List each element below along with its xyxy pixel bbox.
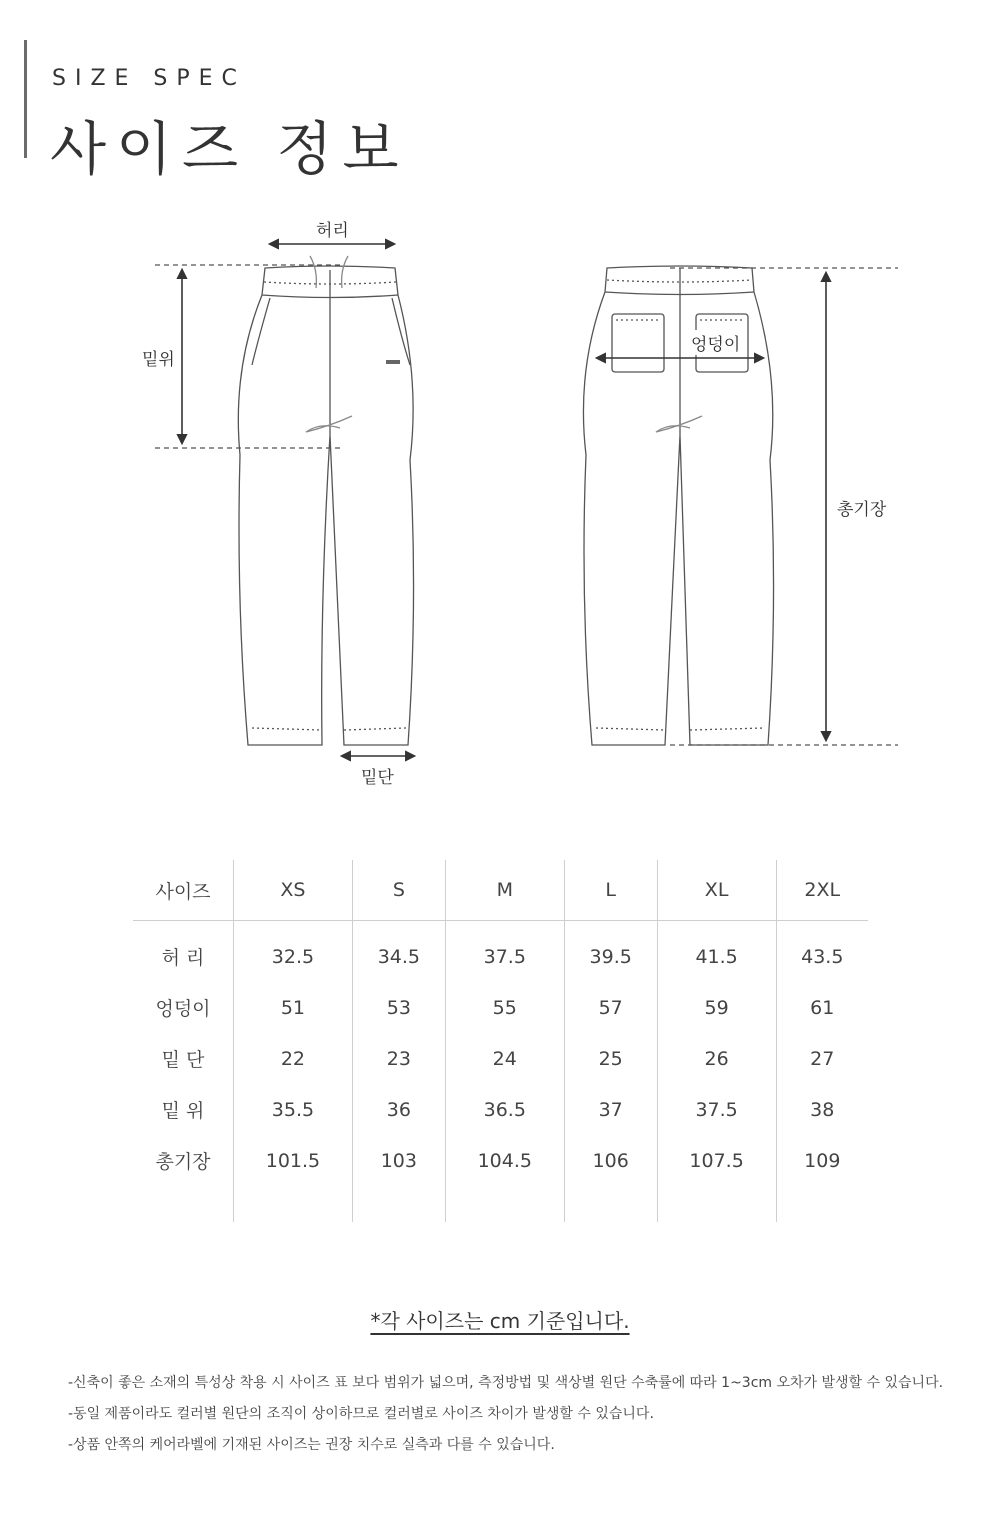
disclaimer-line: -상품 안쪽의 케어라벨에 기재된 사이즈는 권장 치수로 실측과 다를 수 있습니다. [68,1437,555,1453]
size-column-header: M [445,860,564,921]
table-cell: 57 [564,982,657,1033]
row-label: 총기장 [155,1151,211,1173]
table-row [133,921,868,983]
size-header-row [133,860,868,921]
waist-label: 허리 [316,221,349,241]
size-column-header: XL [657,860,776,921]
table-cell: 25 [564,1033,657,1084]
disclaimer-line: -신축이 좋은 소재의 특성상 착용 시 사이즈 표 보다 범위가 넓으며, 측정방법 및 색상별 원단 수축률에 따라 1~3cm 오차가 발생할 수 있습니다. [68,1375,944,1391]
row-label: 엉덩이 [155,998,211,1020]
table-cell: 27 [776,1033,868,1084]
table-cell: 35.5 [234,1084,353,1135]
back-pants-illustration [583,266,773,745]
table-row [133,1084,868,1135]
table-row [133,1135,868,1186]
size-table [133,860,868,1222]
table-cell: 24 [445,1033,564,1084]
table-cell: 39.5 [564,921,657,983]
table-row [133,982,868,1033]
table-cell: 32.5 [234,921,353,983]
table-cell: 53 [352,982,445,1033]
table-cell: 23 [352,1033,445,1084]
row-label: 밑 단 [161,1049,205,1071]
table-row [133,1033,868,1084]
table-cell: 103 [352,1135,445,1186]
length-label: 총기장 [837,500,887,520]
disclaimer-line: -동일 제품이라도 컬러별 원단의 조직이 상이하므로 컬러별로 사이즈 차이가 발생할 수 있습니다. [68,1406,654,1422]
table-cell: 101.5 [234,1135,353,1186]
rise-label: 밑위 [142,350,175,370]
size-corner-header: 사이즈 [133,860,234,921]
table-cell: 104.5 [445,1135,564,1186]
table-cell: 38 [776,1084,868,1135]
table-spacer-row [133,1186,868,1222]
size-column-header: L [564,860,657,921]
table-cell: 36.5 [445,1084,564,1135]
hem-label: 밑단 [361,768,394,788]
disclaimer-notes [68,1368,943,1461]
table-cell: 43.5 [776,921,868,983]
page-title: 사이즈 정보 [50,115,409,183]
table-cell: 55 [445,982,564,1033]
section-eyebrow: SIZE SPEC [52,66,246,91]
table-cell: 107.5 [657,1135,776,1186]
size-column-header: 2XL [776,860,868,921]
table-cell: 51 [234,982,353,1033]
row-label: 밑 위 [161,1100,205,1122]
table-cell: 36 [352,1084,445,1135]
table-cell: 61 [776,982,868,1033]
table-cell: 26 [657,1033,776,1084]
unit-note: *각 사이즈는 cm 기준입니다. [370,1309,630,1333]
table-cell: 106 [564,1135,657,1186]
header-accent-bar [24,40,27,158]
table-cell: 37.5 [657,1084,776,1135]
table-cell: 59 [657,982,776,1033]
row-label: 허 리 [161,947,205,969]
measurement-diagram [0,200,1000,800]
table-cell: 37 [564,1084,657,1135]
hip-label: 엉덩이 [689,330,742,355]
size-column-header: S [352,860,445,921]
table-cell: 41.5 [657,921,776,983]
table-cell: 22 [234,1033,353,1084]
table-cell: 34.5 [352,921,445,983]
table-cell: 109 [776,1135,868,1186]
front-pants-illustration [238,256,413,745]
table-cell: 37.5 [445,921,564,983]
size-column-header: XS [234,860,353,921]
